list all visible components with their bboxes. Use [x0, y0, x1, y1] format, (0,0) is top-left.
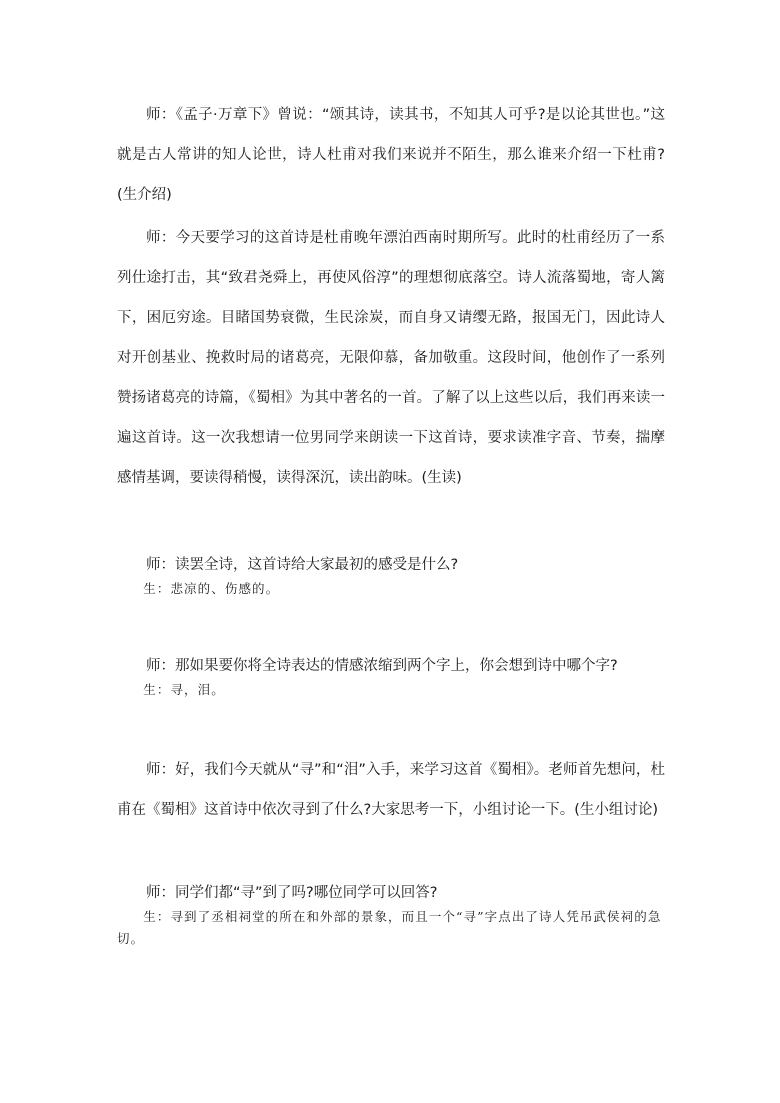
teacher-line-4: 师：那如果要你将全诗表达的情感浓缩到两个字上，你会想到诗中哪个字? — [146, 658, 618, 674]
student-reply-4: 生：寻，泪。 — [143, 682, 225, 697]
teacher-line-1: 师：《孟子·万章下》曾说：“颂其诗，读其书，不知其人可乎?是以论其世也。”这就是古人常讲的知人论世，诗人杜甫对我们来说并不陌生，那么谁来介绍一下杜甫?(生介绍) — [117, 107, 665, 203]
paragraph-5 — [117, 750, 665, 830]
teacher-line-5: 师：好，我们今天就从“寻”和“泪”入手，来学习这首《蜀相》。老师首先想问，杜甫在《蜀相》这首诗中依次寻到了什么?大家思考一下，小组讨论一下。(生小组讨论) — [117, 762, 665, 818]
paragraph-1 — [117, 95, 665, 215]
paragraph-4 — [117, 646, 665, 701]
paragraph-3 — [117, 545, 665, 600]
teacher-line-2: 师：今天要学习的这首诗是杜甫晚年漂泊西南时期所写。此时的杜甫经历了一系列仕途打击，其“致君尧舜上，再使风俗淳”的理想彻底落空。诗人流落蜀地，寄人篱下，困厄穷途。目睹国势衰微，生民涂炭，而自身又请缨无路，报国无门，因此诗人对开创基业、挽救时局的诸葛亮，无限仰慕，备加敬重。这段时间，他创作了一系列赞扬诸葛亮的诗篇，《蜀相》为其中著名的一首。了解了以上这些以后，我们再来读一遍这首诗。这一次我想请一位男同学来朗读一下这首诗，要求读准字音、节奏，揣摩感情基调，要读得稍慢，读得深沉，读出韵味。(生读) — [117, 230, 665, 486]
teacher-line-3: 师：读罢全诗，这首诗给大家最初的感受是什么? — [146, 557, 459, 573]
student-reply-6: 生：寻到了丞相祠堂的所在和外部的景象，而且一个“寻”字点出了诗人凭吊武侯祠的急切。 — [117, 909, 662, 946]
paragraph-2 — [117, 218, 665, 498]
teacher-line-6: 师：同学们都“寻”到了吗?哪位同学可以回答? — [146, 885, 438, 901]
paragraph-6 — [117, 873, 665, 950]
student-reply-3: 生：悲凉的、伤感的。 — [143, 581, 280, 596]
